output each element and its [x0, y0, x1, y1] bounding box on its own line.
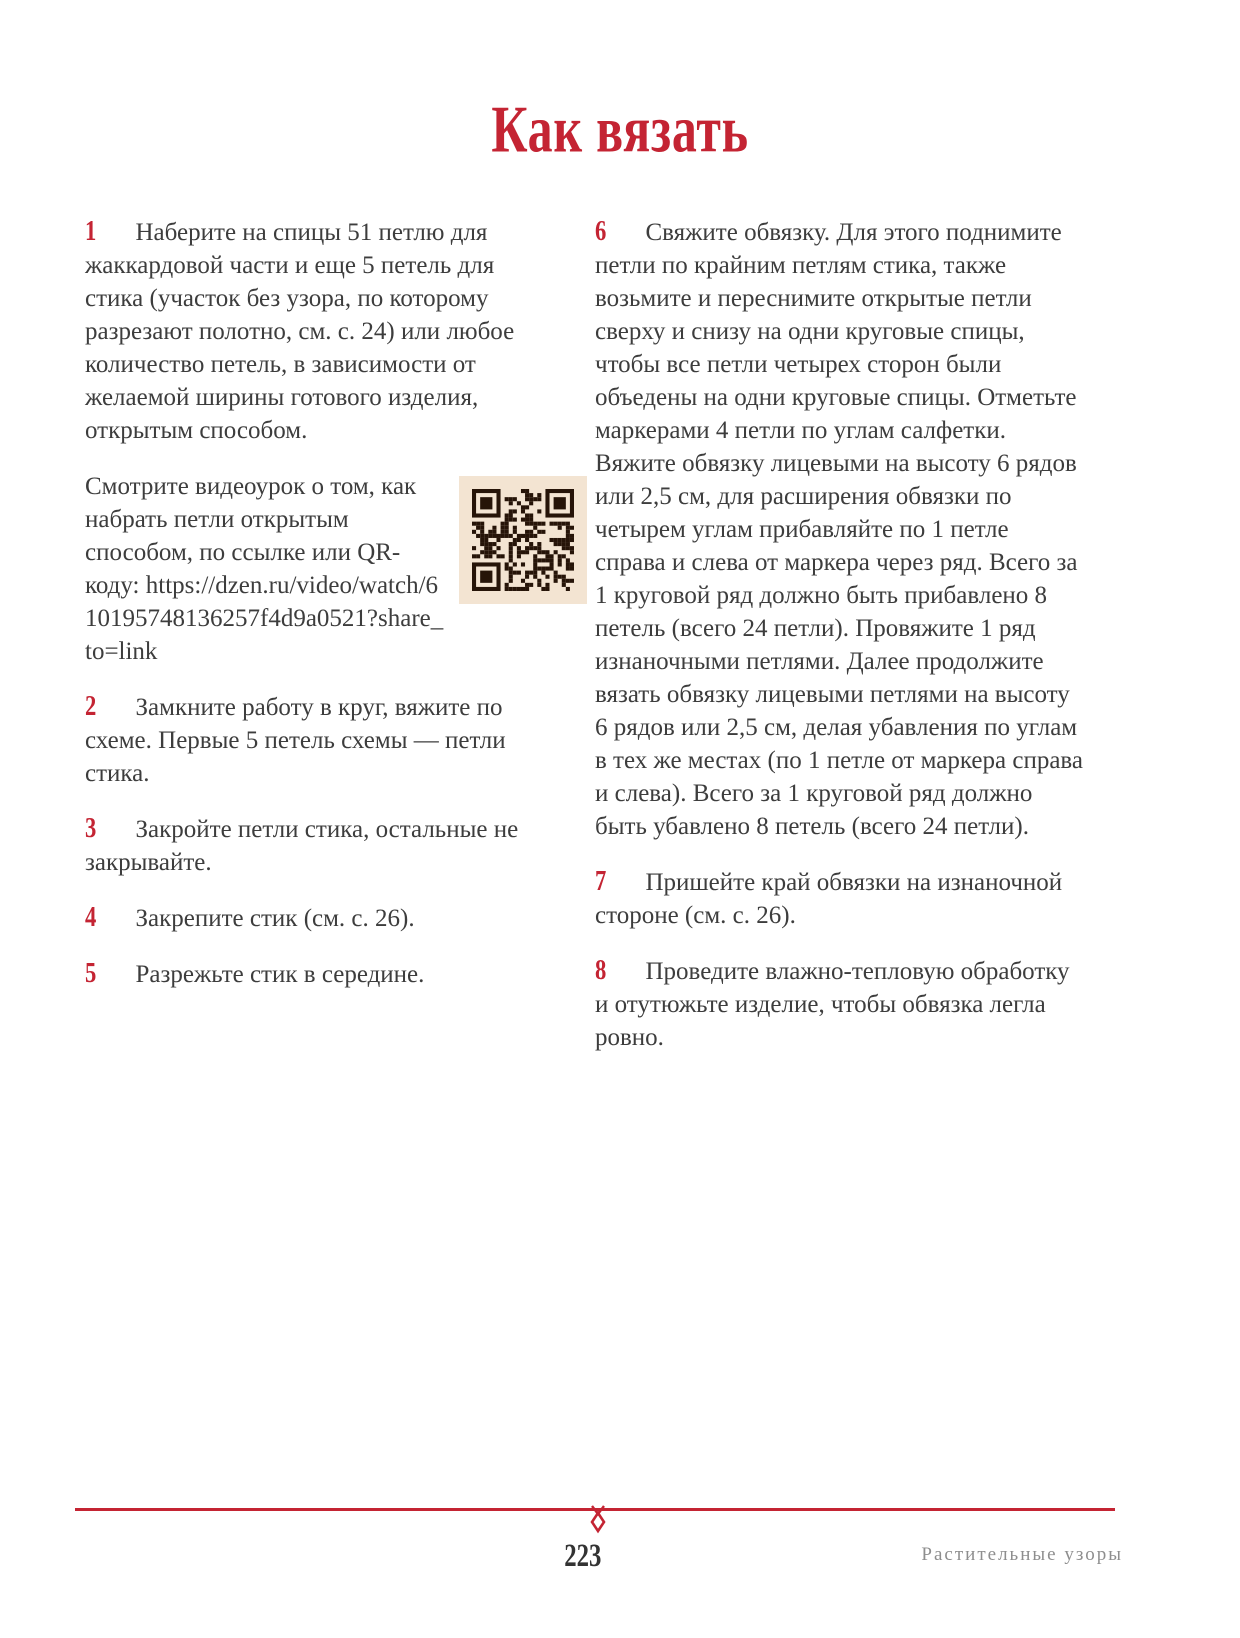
step-1-text: Наберите на спицы 51 петлю для жаккардовой части и еще 5 петель для стика (участок без узора, по которому разрезают полотно, см. с. 24) или любое количество петель, в зависимости от желаемой ширины готового изделия, открытым способом.	[85, 219, 515, 444]
step-8-text: Проведите влажно-тепловую обработку и отутюжьте изделие, чтобы обвязка легла ровно.	[595, 958, 1070, 1051]
page-number: 223	[564, 1538, 602, 1574]
step-3-number: 3	[85, 812, 97, 844]
right-column	[595, 216, 1085, 1077]
video-note-text: Смотрите видеоурок о том, как набрать петли открытым способом, по ссылке или QR-коду:	[85, 473, 417, 599]
step-7-text: Пришейте край обвязки на изнаночной стороне (см. с. 26).	[595, 869, 1063, 929]
step-8-number: 8	[595, 954, 607, 986]
step-6-number: 6	[595, 215, 607, 247]
step-2	[85, 691, 545, 790]
step-5	[85, 958, 545, 991]
qr-code-icon	[472, 489, 574, 591]
step-4-number: 4	[85, 901, 97, 933]
step-7	[595, 866, 1085, 932]
step-3-text: Закройте петли стика, остальные не закрывайте.	[85, 816, 519, 876]
step-7-number: 7	[595, 865, 607, 897]
step-5-number: 5	[85, 957, 97, 989]
step-6	[595, 216, 1085, 843]
step-4-text: Закрепите стик (см. с. 26).	[135, 905, 415, 932]
qr-code	[459, 476, 587, 604]
step-1-number: 1	[85, 215, 97, 247]
page-title	[0, 0, 1240, 167]
left-column	[85, 216, 545, 1077]
content-columns	[0, 216, 1240, 1077]
footer-rule	[75, 1508, 1115, 1511]
step-4	[85, 902, 545, 935]
step-1	[85, 216, 545, 447]
footer-section-label: Растительные узоры	[921, 1544, 1123, 1565]
step-5-text: Разрежьте стик в середине.	[135, 961, 425, 988]
page-footer	[75, 1508, 1123, 1574]
video-note-url: https://dzen.ru/video/watch/610195748136257f4d9a0521?share_to=link	[85, 572, 444, 665]
step-2-text: Замкните работу в круг, вяжите по схеме. Первые 5 петель схемы — петли стика.	[85, 694, 506, 787]
step-3	[85, 813, 545, 879]
video-note	[85, 470, 545, 668]
ribbon-ornament-icon	[587, 1505, 609, 1535]
step-2-number: 2	[85, 690, 97, 722]
page-title-text: Как вязать	[491, 91, 749, 167]
step-6-text: Свяжите обвязку. Для этого поднимите петли по крайним петлям стика, также возьмите и переснимите открытые петли сверху и снизу на одни круговые спицы, чтобы все петли четырех сторон были объедены на одни круговые спицы. Отметьте маркерами 4 петли по углам салфетки. Вяжите обвязку лицевыми на высоту 6 рядов или 2,5 см, для расширения обвязки по четырем углам прибавляйте по 1 петле справа и слева от маркера через ряд. Всего за 1 круговой ряд должно быть прибавлено 8 петель (всего 24 петли). Провяжите 1 ряд изнаночными петлями. Далее продолжите вязать обвязку лицевыми петлями на высоту 6 рядов или 2,5 см, делая убавления по углам в тех же местах (по 1 петле от маркера справа и слева). Всего за 1 круговой ряд должно быть убавлено 8 петель (всего 24 петли).	[595, 219, 1084, 840]
step-8	[595, 955, 1085, 1054]
